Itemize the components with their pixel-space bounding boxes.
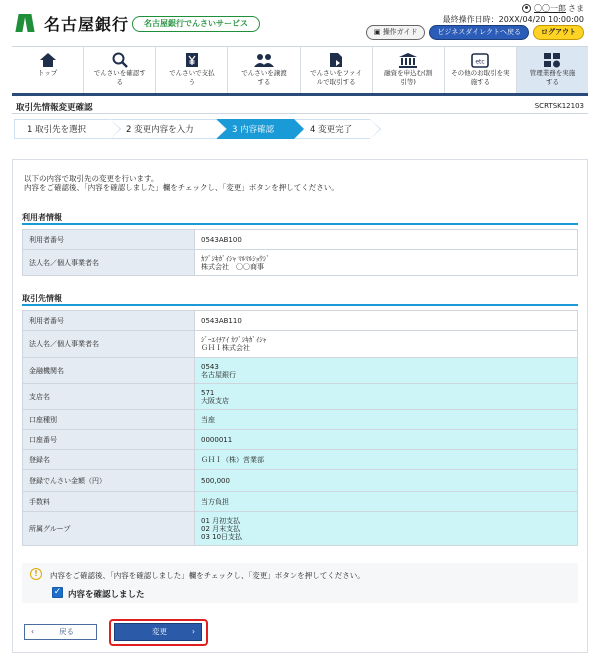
table-value: 0543AB100 [195, 230, 578, 250]
chevron-right-icon: › [192, 627, 195, 636]
bank-logo-mark-icon [14, 13, 40, 35]
table-row [23, 331, 578, 358]
screen-code: SCRTSK12103 [534, 102, 584, 110]
table-row [23, 410, 578, 430]
admin-icon [517, 51, 588, 69]
header-buttons [366, 25, 584, 40]
table-key: 利用者番号 [23, 230, 195, 250]
step-3-current: 3 内容確認 [216, 119, 294, 139]
nav-item-top[interactable]: トップ [12, 47, 84, 93]
user-suffix: さま [568, 4, 584, 13]
table-key: 登録でんさい金額（円） [23, 470, 195, 492]
table-value: 500,000 [195, 470, 578, 492]
table-row [23, 358, 578, 384]
user-icon [522, 4, 531, 13]
page-title-bar [12, 98, 588, 114]
search-icon [84, 51, 155, 69]
intro-text: 以下の内容で取引先の変更を行います。 内容をご確認後、「内容を確認しました」欄をチェックし、「変更」ボタンを押してください。 [24, 174, 339, 192]
change-button[interactable]: 変更 › [114, 623, 202, 641]
nav-item-loan[interactable]: 融資を申込む(割引等) [373, 47, 445, 93]
table-value: 当方負担 [195, 492, 578, 512]
chevron-left-icon: ‹ [31, 627, 34, 636]
partner-info-divider [22, 304, 578, 306]
confirm-checkbox-label[interactable]: 内容を確認しました [68, 590, 145, 600]
confirm-checkbox[interactable]: ✓ [53, 587, 62, 597]
table-row [23, 250, 578, 276]
user-info-heading: 利用者情報 [22, 213, 62, 222]
file-icon [301, 51, 372, 69]
table-value: ｼﾞｰｴｲﾁｱｲ ｶﾌﾞｼｷｶﾞｲｼｬ ＧＨＩ株式会社 [195, 331, 578, 358]
home-icon [12, 51, 83, 69]
business-direct-back-button[interactable]: ビジネスダイレクトへ戻る [429, 25, 529, 40]
step-1: 1 取引先を選択 [14, 119, 110, 139]
table-key: 利用者番号 [23, 311, 195, 331]
table-row [23, 430, 578, 450]
main-nav [12, 46, 588, 96]
user-name-link[interactable]: 〇〇一郎 [534, 4, 566, 13]
table-value: 0543AB110 [195, 311, 578, 331]
book-icon: ▣ [373, 28, 383, 36]
bank-icon [373, 51, 444, 69]
last-operation-time: 最終操作日時：20XX/04/20 10:00:00 [442, 15, 584, 24]
logout-button[interactable]: ログアウト [533, 25, 584, 40]
svg-text:etc: etc [475, 58, 485, 65]
partner-info-table [22, 310, 578, 546]
nav-item-confirm-densai[interactable]: でんさいを確認する [84, 47, 156, 93]
operation-guide-button[interactable]: ▣ 操作ガイド [366, 25, 426, 40]
table-key: 法人名／個人事業者名 [23, 331, 195, 358]
yen-document-icon [156, 51, 227, 69]
bank-name: 名古屋銀行 [44, 15, 130, 34]
user-info-table [22, 229, 578, 276]
nav-item-file-densai[interactable]: でんさいをファイルで取引する [301, 47, 373, 93]
table-key: 手数料 [23, 492, 195, 512]
table-row [23, 311, 578, 331]
table-key: 所属グループ [23, 512, 195, 546]
table-row [23, 492, 578, 512]
table-key: 金融機関名 [23, 358, 195, 384]
table-key: 支店名 [23, 384, 195, 410]
table-value: 0543 名古屋銀行 [195, 358, 578, 384]
step-indicator [14, 119, 370, 139]
table-row [23, 450, 578, 470]
table-key: 法人名／個人事業者名 [23, 250, 195, 276]
table-value: 当座 [195, 410, 578, 430]
table-value: 0000011 [195, 430, 578, 450]
page-title: 取引先情報変更確認 [16, 103, 93, 113]
etc-icon [445, 51, 516, 69]
table-row [23, 384, 578, 410]
table-key: 口座番号 [23, 430, 195, 450]
table-key: 登録名 [23, 450, 195, 470]
nav-item-transfer-densai[interactable]: でんさいを譲渡する [228, 47, 300, 93]
bank-logo[interactable] [14, 12, 129, 35]
exclamation-icon: ! [30, 568, 42, 580]
table-value: ＧＨＩ（株）営業部 [195, 450, 578, 470]
nav-item-other[interactable]: etc その他のお取引を実施する [445, 47, 517, 93]
nav-item-pay-densai[interactable]: でんさいで支払う [156, 47, 228, 93]
nav-item-admin[interactable]: 管理業務を実施する [517, 47, 588, 93]
table-row [23, 512, 578, 546]
table-value: 01 月初支払 02 月末支払 03 10日支払 [195, 512, 578, 546]
table-value: 571 大阪支店 [195, 384, 578, 410]
table-row [23, 470, 578, 492]
user-info [522, 3, 584, 14]
confirm-instruction: 内容をご確認後、「内容を確認しました」欄をチェックし、「変更」ボタンを押してください。 [50, 571, 365, 580]
service-badge: 名古屋銀行でんさいサービス [132, 16, 260, 32]
partner-info-heading: 取引先情報 [22, 294, 62, 303]
header [0, 0, 600, 44]
confirm-box [22, 563, 578, 603]
step-2: 2 変更内容を入力 [110, 119, 216, 139]
back-button[interactable]: ‹ 戻る [24, 624, 97, 640]
table-key: 口座種別 [23, 410, 195, 430]
table-value: ｶﾌﾞｼｷｶﾞｲｼｬ ﾏﾙﾏﾙｼｮｳｼﾞ 株式会社 〇〇商事 [195, 250, 578, 276]
user-info-divider [22, 223, 578, 225]
people-icon [228, 51, 299, 69]
table-row [23, 230, 578, 250]
step-4: 4 変更完了 [294, 119, 370, 139]
